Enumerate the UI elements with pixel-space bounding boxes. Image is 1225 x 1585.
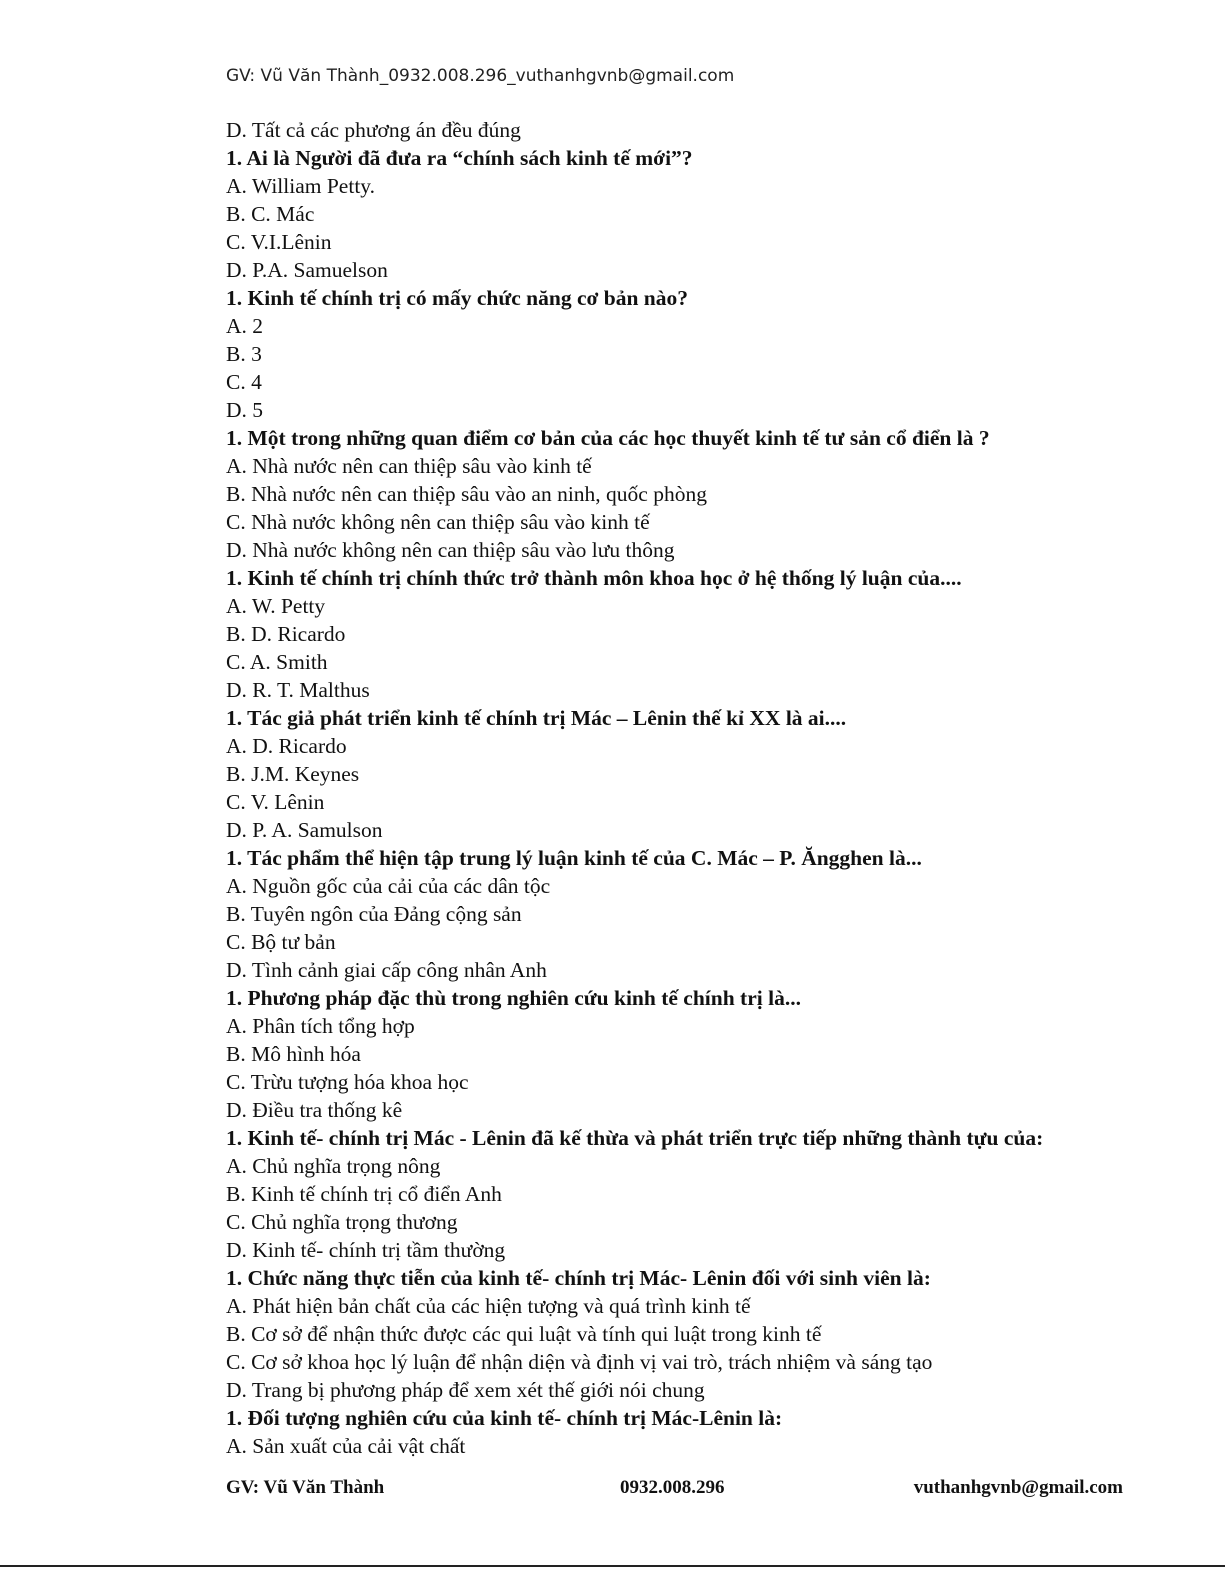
answer-option: B. D. Ricardo <box>226 622 346 646</box>
answer-option: A. D. Ricardo <box>226 734 347 758</box>
answer-option: B. C. Mác <box>226 202 315 226</box>
answer-option: C. Chủ nghĩa trọng thương <box>226 1210 458 1234</box>
answer-option: C. Bộ tư bản <box>226 930 336 954</box>
answer-option: A. Phân tích tổng hợp <box>226 1014 415 1038</box>
page-header: GV: Vũ Văn Thành_0932.008.296_vuthanhgvnb@gmail.com <box>226 66 735 86</box>
footer-email: vuthanhgvnb@gmail.com <box>913 1477 1123 1498</box>
answer-option: D. Tình cảnh giai cấp công nhân Anh <box>226 958 547 982</box>
answer-option: B. Cơ sở để nhận thức được các qui luật và tính qui luật trong kinh tế <box>226 1322 822 1346</box>
answer-option: A. W. Petty <box>226 594 326 618</box>
answer-option: A. William Petty. <box>226 174 376 198</box>
answer-option: A. 2 <box>226 314 264 338</box>
question-text: 1. Kinh tế- chính trị Mác - Lênin đã kế thừa và phát triển trực tiếp những thành tựu của: <box>226 1126 1044 1150</box>
answer-option: D. Tất cả các phương án đều đúng <box>226 118 521 142</box>
answer-option: C. A. Smith <box>226 650 328 674</box>
question-text: 1. Kinh tế chính trị chính thức trở thành môn khoa học ở hệ thống lý luận của.... <box>226 566 962 590</box>
answer-option: D. Kinh tế- chính trị tầm thường <box>226 1238 506 1262</box>
answer-option: C. Trừu tượng hóa khoa học <box>226 1070 469 1094</box>
answer-option: B. J.M. Keynes <box>226 762 360 786</box>
document-body <box>226 116 1126 1460</box>
question-text: 1. Một trong những quan điểm cơ bản của các học thuyết kinh tế tư sản cổ điển là ? <box>226 426 990 450</box>
answer-option: B. Nhà nước nên can thiệp sâu vào an ninh, quốc phòng <box>226 482 707 506</box>
answer-option: A. Sản xuất của cải vật chất <box>226 1434 466 1458</box>
answer-option: C. Cơ sở khoa học lý luận để nhận diện và định vị vai trò, trách nhiệm và sáng tạo <box>226 1350 933 1374</box>
question-text: 1. Tác giả phát triển kinh tế chính trị Mác – Lênin thế kỉ XX là ai.... <box>226 706 847 730</box>
answer-option: C. Nhà nước không nên can thiệp sâu vào kinh tế <box>226 510 650 534</box>
answer-option: A. Nguồn gốc của cải của các dân tộc <box>226 874 551 898</box>
answer-option: B. Kinh tế chính trị cổ điển Anh <box>226 1182 502 1206</box>
footer-teacher-name: GV: Vũ Văn Thành <box>226 1477 385 1498</box>
footer-phone: 0932.008.296 <box>620 1477 725 1498</box>
answer-option: D. Trang bị phương pháp để xem xét thế giới nói chung <box>226 1378 705 1402</box>
answer-option: D. P. A. Samulson <box>226 818 383 842</box>
answer-option: D. P.A. Samuelson <box>226 258 388 282</box>
question-text: 1. Đối tượng nghiên cứu của kinh tế- chính trị Mác-Lênin là: <box>226 1406 783 1430</box>
answer-option: A. Nhà nước nên can thiệp sâu vào kinh tế <box>226 454 592 478</box>
page-bottom-rule <box>0 1565 1225 1567</box>
answer-option: C. V. Lênin <box>226 790 325 814</box>
question-text: 1. Ai là Người đã đưa ra “chính sách kinh tế mới”? <box>226 146 693 170</box>
question-text: 1. Phương pháp đặc thù trong nghiên cứu kinh tế chính trị là... <box>226 986 801 1010</box>
answer-option: D. R. T. Malthus <box>226 678 370 702</box>
answer-option: B. Tuyên ngôn của Đảng cộng sản <box>226 902 522 926</box>
question-text: 1. Kinh tế chính trị có mấy chức năng cơ bản nào? <box>226 286 689 310</box>
answer-option: B. 3 <box>226 342 262 366</box>
question-text: 1. Chức năng thực tiễn của kinh tế- chính trị Mác- Lênin đối với sinh viên là: <box>226 1266 931 1290</box>
answer-option: A. Phát hiện bản chất của các hiện tượng và quá trình kinh tế <box>226 1294 751 1318</box>
answer-option: D. Điều tra thống kê <box>226 1098 403 1122</box>
answer-option: C. V.I.Lênin <box>226 230 332 254</box>
answer-option: D. Nhà nước không nên can thiệp sâu vào lưu thông <box>226 538 675 562</box>
answer-option: B. Mô hình hóa <box>226 1042 361 1066</box>
answer-option: C. 4 <box>226 370 262 394</box>
answer-option: D. 5 <box>226 398 264 422</box>
question-text: 1. Tác phẩm thể hiện tập trung lý luận kinh tế của C. Mác – P. Ăngghen là... <box>226 846 922 870</box>
answer-option: A. Chủ nghĩa trọng nông <box>226 1154 441 1178</box>
